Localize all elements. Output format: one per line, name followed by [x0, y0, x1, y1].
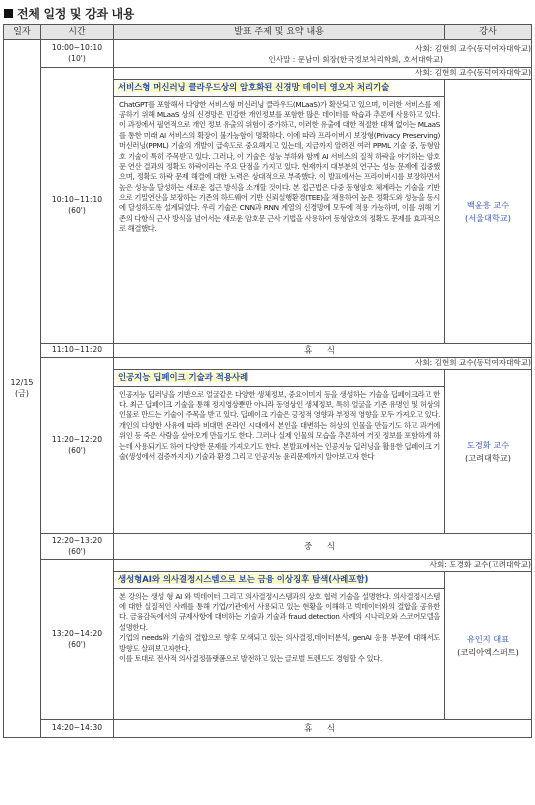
time-range: 14:20~14:30 [51, 723, 103, 733]
time-duration: (60') [68, 445, 86, 455]
time-range: 12:20~13:20 [51, 536, 103, 546]
speaker-name: 유인지 대표 [466, 634, 510, 645]
square-bullet-icon [4, 9, 13, 18]
session-title: 인공지능 딥페이크 기술과 적용사례 [114, 370, 444, 387]
time-range: 13:20~14:20 [51, 629, 103, 639]
break-label: 휴 식 [114, 344, 532, 358]
time-duration: (60') [68, 546, 86, 556]
header-speaker: 강사 [445, 25, 532, 40]
opening-row [4, 40, 532, 68]
time-cell [41, 560, 114, 720]
table-header-row [4, 25, 532, 40]
session-abstract: ChatGPT를 포함해서 다양한 서비스형 머신러닝 클라우드(MLaaS)가 확산되고 있으며, 이러한 서비스를 제공하기 위해 MLaaS 상의 신경망은 민감한 개인정보를 포함한 많은 데이터를 학습과 추론에 사용하고 있다. 이 과정에서 필연적으로 개인 정보 유출의 위험이 증가하고, 이러한 유출에 대한 적절한 대책 없이는 MLaaS를 통한 미래 AI 서비스의 확장이 불가능함이 명확하다. 이에 따라 프라이버시 보장형(Privacy Preserving) 머신러닝(PPML) 기술의 개발이 급속도로 중요해지고 있는데, 지금까지 알려진 여러 PPML 기술 중, 동형암호 기술이 특히 주목받고 있다. 그러나, 이 기술은 성능 부하와 함께 AI 서비스의 질적 하락을 야기하는 암호문 연산 결과의 정확도 하락이라는 주요 단점을 가지고 있다. 현재까지 대부분의 연구는 성능 문제에 집중했으며, 정확도 하락 문제 해결에 대한 노력은 상대적으로 부족했다. 이 발표에서는 프라이버시를 보장하면서 높은 성능을 달성하는 새로운 접근 방식을 소개할 것이다. 본 접근법은 다중 동형암호 체계라는 기술을 기반으로 기밀연산을 보장하는 기존의 하드웨어 기반 신뢰실행환경(TEE)을 채용하여 높은 정확도와 성능을 동시에 달성하도록 설계되었다. 우리 기술은 CNN과 RNN 계열의 신경망에 모두에 적용 가능하며, 이를 위해 기존의 다항식 근사 방식을 넘어서는 새로운 암호문 근사 기법을 사용하여 동형암호의 정확도 문제를 효과적으로 해결했다. [119, 99, 440, 234]
opening-cell [114, 40, 532, 68]
break-row [4, 344, 532, 358]
time-range: 10:10~11:10 [51, 195, 103, 205]
moderator-text: 사회: 김현희 교수(동덕여자대학교) [114, 68, 532, 80]
time-cell [41, 68, 114, 344]
speaker-cell [445, 572, 532, 720]
break-label: 휴 식 [114, 720, 532, 738]
time-duration: (60') [68, 639, 86, 649]
session-title: 생성형AI와 의사결정시스템으로 보는 금융 이상징후 탐색(사례포함) [114, 572, 444, 589]
speaker-org: (서울대학교) [465, 212, 511, 223]
break-row [4, 534, 532, 560]
speaker-cell [445, 370, 532, 534]
moderator-row [4, 358, 532, 370]
session-content [114, 370, 445, 534]
session-content [114, 572, 445, 720]
header-time: 시간 [41, 25, 114, 40]
time-range: 11:20~12:20 [51, 435, 103, 445]
time-duration: (60') [68, 205, 86, 215]
break-row [4, 720, 532, 738]
moderator-row [4, 68, 532, 80]
time-range: 10:00~10:10 [51, 43, 103, 53]
speaker-org: (고려대학교) [465, 452, 511, 463]
header-content: 발표 주제 및 요약 내용 [114, 25, 445, 40]
moderator-row [4, 560, 532, 572]
time-cell [41, 720, 114, 738]
date-cell [4, 40, 41, 738]
page-title: 전체 일정 및 강좌 내용 [4, 5, 134, 22]
time-cell [41, 358, 114, 534]
speaker-name: 도경화 교수 [466, 440, 510, 451]
speaker-org: (코리아엑스퍼트) [457, 646, 519, 657]
moderator-text: 사회: 도경화 교수(고려대학교) [114, 560, 532, 572]
time-cell [41, 534, 114, 560]
time-duration: (10') [68, 53, 86, 63]
moderator-text: 사회: 김현희 교수(동덕여자대학교) [114, 358, 532, 370]
time-cell [41, 40, 114, 68]
break-label: 중 식 [114, 534, 532, 560]
session-abstract: 인공지능 딥러닝을 기반으로 얼굴같은 다양한 생체정보, 중요이미지 등을 생성하는 기술을 딥페이크라고 한다. 최근 딥페이크 기술을 통해 정지영상뿐만 아니라 동영상인 생체정보, 특히 얼굴을 기존 유명인 및 허상의 인물로 만드는 기술이 주목을 받고 있다. 딥페이크 기술은 긍정적 영향과 부정적 영향을 모두 가져오고 있다. 개인의 다양한 사유에 따라 비대면 온라인 시대에서 본인을 대변하는 허상의 인물을 만들기도 하고 과거에 위인 등 죽은 사람을 살아오게 만들기도 한다. 그러나 실제 인물의 모습을 추론하여 거짓 정보를 포함하게 하는데 사용되기도 하여 다양한 문제를 가져오기도 한다. 본발표에서는 인공지능 딥러닝을 활용한 딥페이크 기술(생성에서 검증까지지) 기술과 환경 그리고 인공지능 윤리문제까지 알아보고자 한다 [119, 389, 440, 461]
speaker-name: 백윤흥 교수 [466, 200, 510, 211]
date-weekday: (금) [15, 388, 29, 398]
session-title: 서비스형 머신러닝 클라우드상의 암호화된 신경망 데이터 영오자 처리기술 [114, 80, 444, 97]
schedule-table [3, 24, 532, 738]
session-abstract: 본 강의는 생성 형 AI 와 빅데이터 그리고 의사결정시스템과의 상호 협력 기술을 설명한다. 의사결정시스템에 대한 실질적인 사례를 통해 기업/기관에서 사용되고 있는 현황을 이해하고 빅데이터와의 결합을 공유한다. 금융감독에서의 규제사항에 대비하는 기술과 기술과 fraud detection 사례의 시나리오와 스코어모델을 설명한다. 기업의 needs와 기술의 결합으로 향후 모색되고 있는 의사결정,데이터분석, genAI 응용 부문에 대해서도 방향도 살펴보고자한다. 이를 토대로 전사적 의사결정플랫폼으로 발전하고 있는 글로벌 트렌드도 경험할 수 있다. [119, 591, 440, 663]
time-cell [41, 344, 114, 358]
speaker-cell [445, 80, 532, 344]
time-range: 11:10~11:20 [51, 345, 103, 355]
date-day: 12/15 [10, 377, 34, 387]
opening-greeting: 인사말 : 문남미 회장(한국정보처리학회, 호서대학교) [268, 54, 443, 64]
opening-moderator: 사회: 김현희 교수(동덕여자대학교) [414, 43, 531, 53]
header-date: 일자 [4, 25, 41, 40]
session-content [114, 80, 445, 344]
